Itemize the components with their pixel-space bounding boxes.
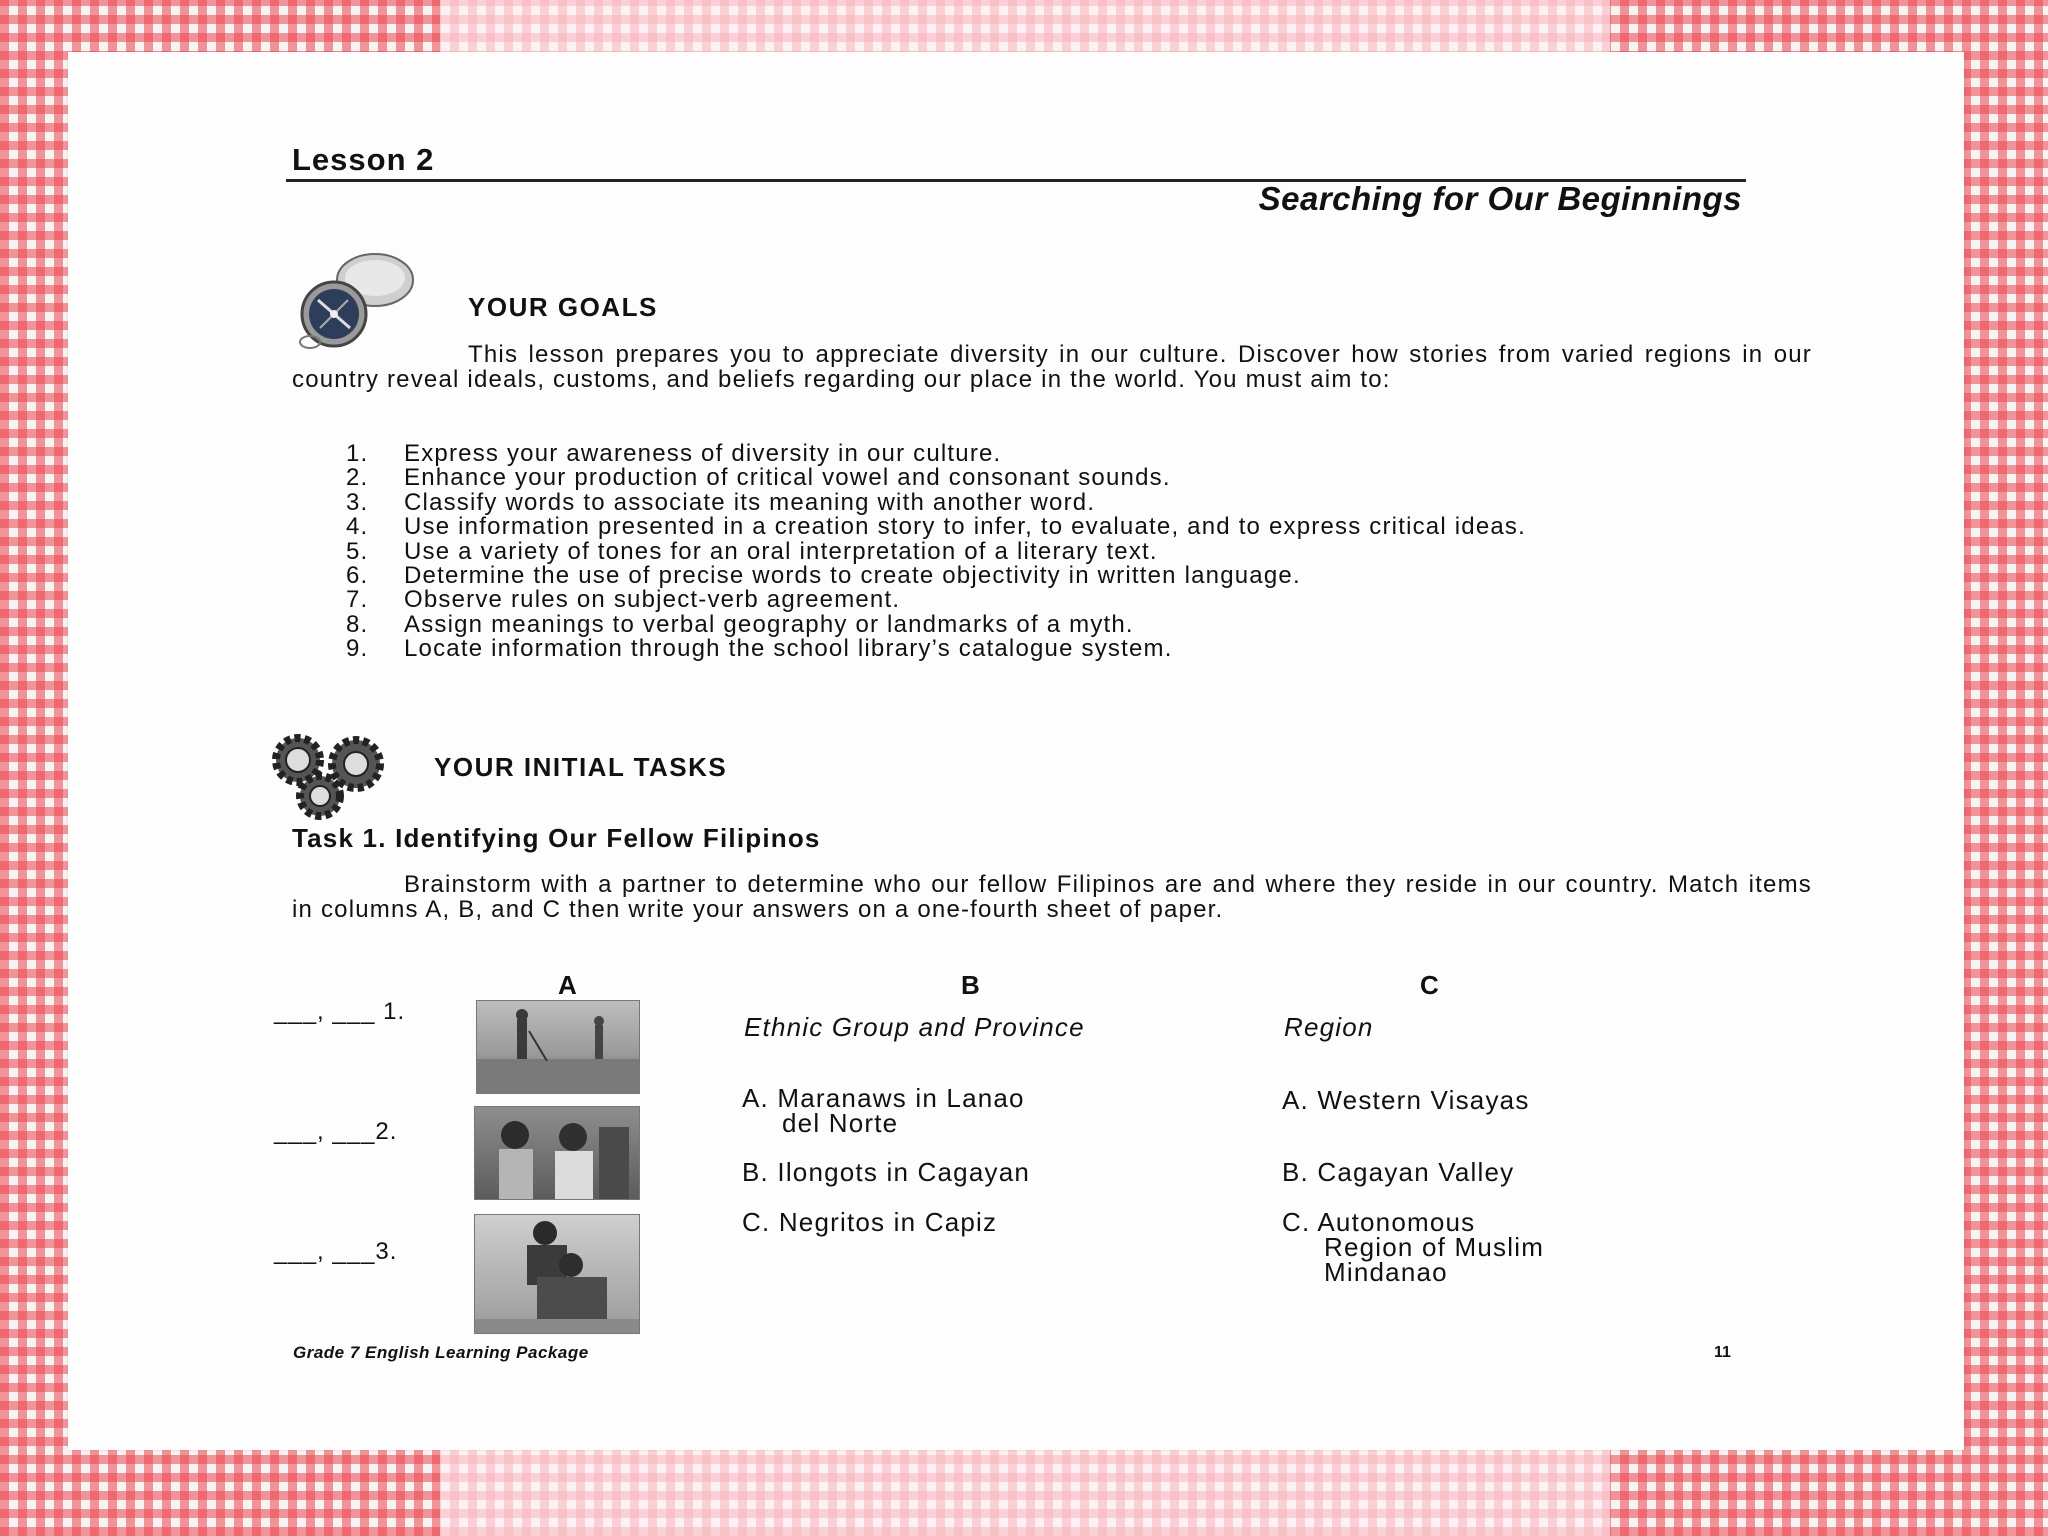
lesson-number: Lesson 2 — [292, 142, 435, 177]
tasks-heading: YOUR INITIAL TASKS — [434, 752, 728, 782]
compass-icon — [290, 252, 420, 352]
photo-ethnic-group-2 — [474, 1106, 640, 1200]
goal-item: 2. Enhance your production of critical vowel and consonant sounds. — [346, 464, 1171, 492]
answer-blank-2: ___, ___2. — [274, 1118, 398, 1145]
column-c-heading: C — [1420, 970, 1439, 1000]
column-b-option-b: B. Ilongots in Cagayan — [742, 1157, 1031, 1187]
goal-item: 3. Classify words to associate its meaning with another word. — [346, 488, 1096, 516]
goals-heading: YOUR GOALS — [468, 292, 658, 322]
goal-item: 4. Use information presented in a creation story to infer, to evaluate, and to express critical ideas. — [346, 513, 1526, 541]
column-c-option-a: A. Western Visayas — [1282, 1085, 1530, 1115]
column-b-heading: B — [961, 970, 980, 1000]
column-c-option-b: B. Cagayan Valley — [1282, 1157, 1515, 1187]
column-b-option-c: C. Negritos in Capiz — [742, 1207, 998, 1237]
column-b-subheading: Ethnic Group and Province — [744, 1012, 1085, 1042]
frame-border-top — [440, 0, 1610, 52]
goal-item: 1. Express your awareness of diversity in our culture. — [346, 440, 1002, 467]
answer-blank-3: ___, ___3. — [274, 1238, 398, 1265]
photo-ethnic-group-1 — [476, 1000, 640, 1094]
goal-item: 9. Locate information through the school library’s catalogue system. — [346, 635, 1173, 663]
answer-blank-1: ___, ___ 1. — [274, 998, 406, 1025]
goal-item: 5. Use a variety of tones for an oral interpretation of a literary text. — [346, 537, 1158, 565]
lesson-title: Searching for Our Beginnings — [1258, 180, 1742, 217]
column-c-option-c: C. Autonomous Region of Muslim Mindanao — [1282, 1207, 1545, 1287]
goals-list — [346, 442, 1812, 662]
goal-item: 7. Observe rules on subject-verb agreement. — [346, 586, 901, 614]
gears-icon — [264, 732, 394, 822]
column-c-subheading: Region — [1284, 1012, 1374, 1042]
goal-item: 6. Determine the use of precise words to create objectivity in written language. — [346, 562, 1301, 590]
goal-item: 8. Assign meanings to verbal geography or landmarks of a myth. — [346, 610, 1134, 638]
frame-border-bottom — [440, 1450, 1610, 1536]
goals-intro: This lesson prepares you to appreciate diversity in our culture. Discover how stories from varied regions in our country reveal ideals, customs, and beliefs regarding our place in the world. You must aim to: — [292, 341, 1812, 393]
task1-title: Task 1. Identifying Our Fellow Filipinos — [292, 823, 821, 853]
photo-ethnic-group-3 — [474, 1214, 640, 1334]
task1-instructions: Brainstorm with a partner to determine who our fellow Filipinos are and where they reside in our country. Match items in columns A, B, and C then write your answers on a one-fourth sheet of paper. — [292, 871, 1812, 923]
column-b-option-a: A. Maranaws in Lanao del Norte — [742, 1083, 1025, 1138]
footer-page-number: 11 — [1714, 1344, 1731, 1361]
footer-package-name: Grade 7 English Learning Package — [293, 1343, 589, 1362]
column-a-heading: A — [558, 970, 577, 1000]
document-page — [68, 52, 1964, 1450]
